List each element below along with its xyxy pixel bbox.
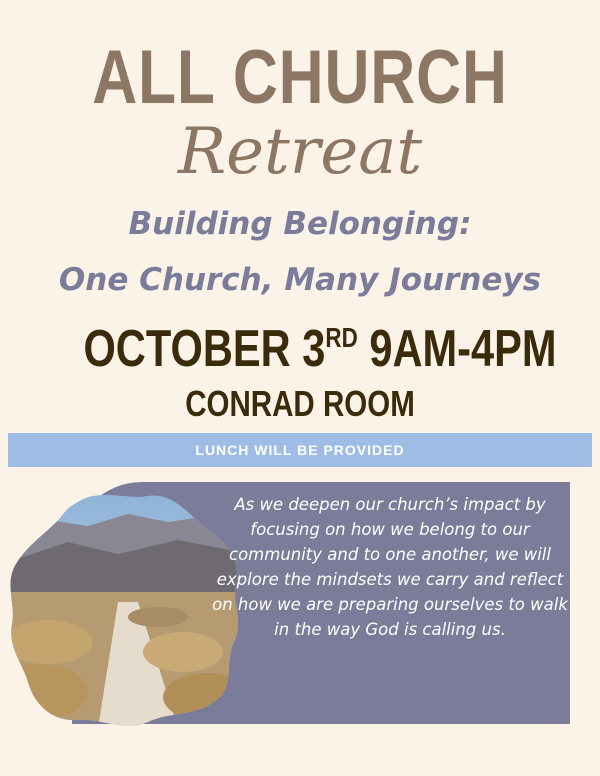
date-suffix: RD [325,322,358,353]
description-text: As we deepen our church’s impact by focusing on how we belong to our community and to one another, we will explore the mindsets we carry and reflect on how we are preparing ourselves to walk in the way God is calling us. [212,495,568,639]
script-title: Retreat [177,115,423,189]
event-date [64,318,576,380]
date-month-day: OCTOBER 3 [83,320,326,378]
subtitle-line-1: Building Belonging: [128,206,472,242]
trail-photo [8,492,240,728]
event-location: CONRAD ROOM [185,383,415,424]
event-time: 9AM-4PM [369,320,557,378]
subtitle-line-2: One Church, Many Journeys [58,262,542,298]
lunch-banner: LUNCH WILL BE PROVIDED [8,433,592,467]
main-title: ALL CHURCH [92,35,508,120]
